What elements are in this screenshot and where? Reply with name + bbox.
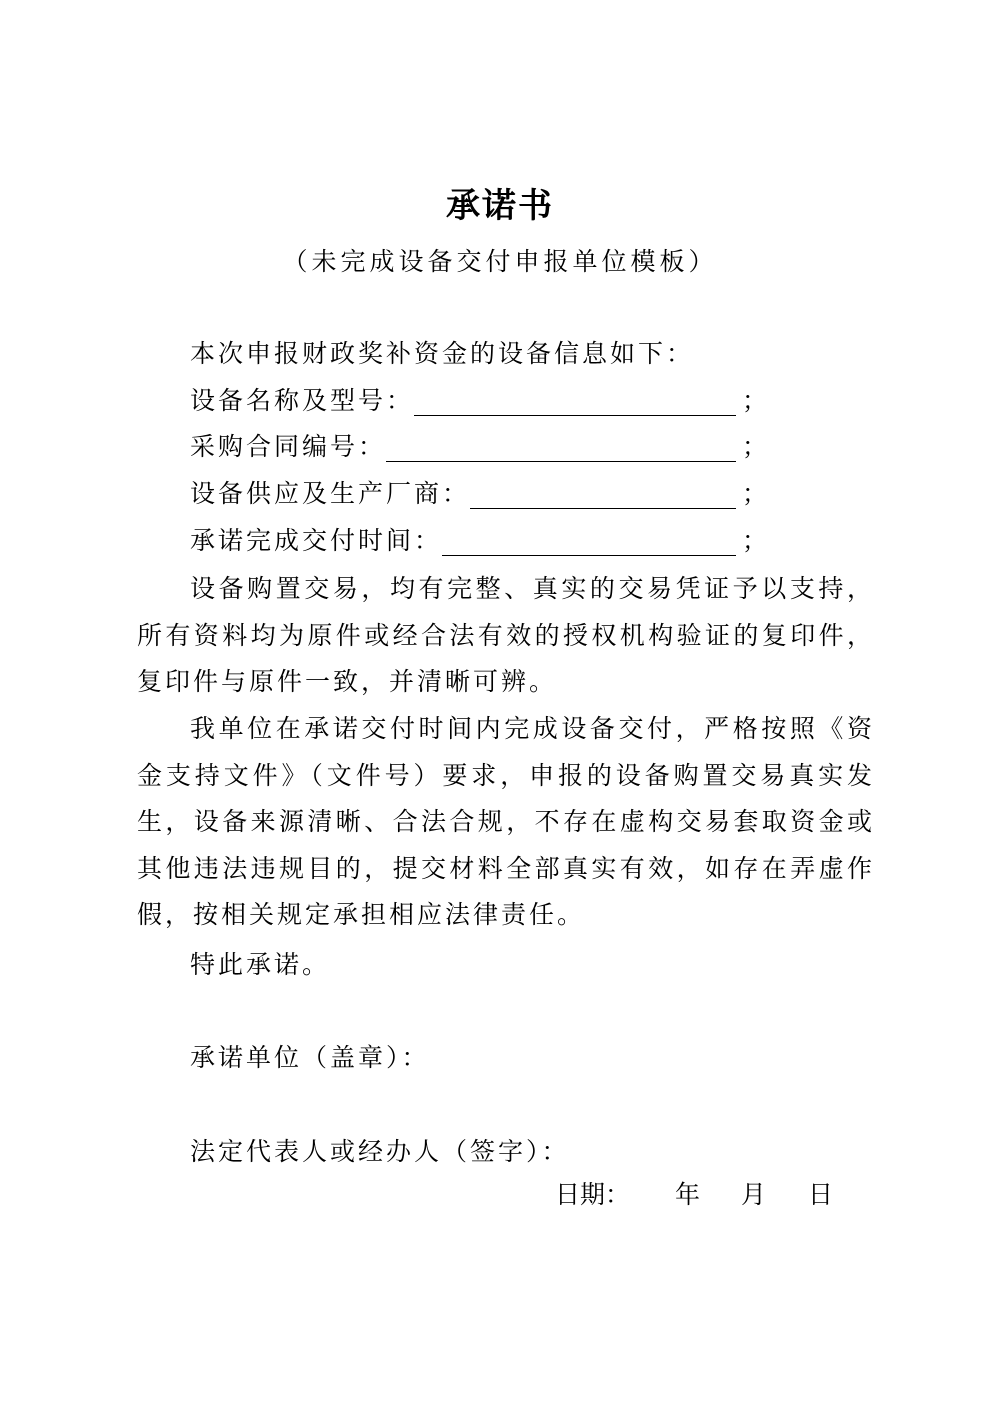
- document-title: 承诺书: [446, 186, 554, 226]
- date-year: 年: [675, 1180, 701, 1209]
- paragraph-evidence: 设备购置交易，均有完整、真实的交易凭证予以支持，所有资料均为原件或经合法有效的授权机构验证的复印件，复印件与原件一致，并清晰可辨。: [137, 574, 875, 696]
- intro-line: 本次申报财政奖补资金的设备信息如下：: [190, 339, 695, 368]
- field-suffix: ；: [742, 479, 771, 508]
- field-equipment-name: [190, 386, 770, 416]
- date-day: 日: [808, 1180, 834, 1209]
- date-label: 日期：: [555, 1180, 631, 1209]
- field-label: 采购合同编号：: [190, 432, 387, 461]
- closing-line: 特此承诺。: [190, 950, 331, 979]
- field-label: 设备名称及型号：: [190, 386, 415, 415]
- document-subtitle: （未完成设备交付申报单位模板）: [282, 247, 718, 276]
- field-contract-number: [190, 432, 770, 462]
- date-month: 月: [741, 1180, 767, 1209]
- field-label: 承诺完成交付时间：: [190, 526, 443, 555]
- delivery-time-blank[interactable]: [442, 529, 736, 556]
- paragraph-commitment: 我单位在承诺交付时间内完成设备交付，严格按照《资金支持文件》（文件号）要求，申报的设备购置交易真实发生，设备来源清晰、合法合规，不存在虚构交易套取资金或其他违法违规目的，提交材料全部真实有效，如存在弄虚作假，按相关规定承担相应法律责任。: [137, 714, 875, 929]
- field-label: 设备供应及生产厂商：: [190, 479, 471, 508]
- supplier-blank[interactable]: [470, 482, 736, 509]
- field-supplier: [190, 479, 770, 509]
- field-delivery-time: [190, 526, 770, 556]
- equipment-name-blank[interactable]: [414, 389, 736, 416]
- field-suffix: ；: [742, 432, 771, 461]
- signature-unit-line: 承诺单位（盖章）：: [190, 1043, 430, 1072]
- contract-number-blank[interactable]: [386, 435, 736, 462]
- signature-person-line: 法定代表人或经办人（签字）：: [190, 1137, 570, 1166]
- field-suffix: ；: [742, 386, 771, 415]
- field-suffix: ；: [742, 526, 771, 555]
